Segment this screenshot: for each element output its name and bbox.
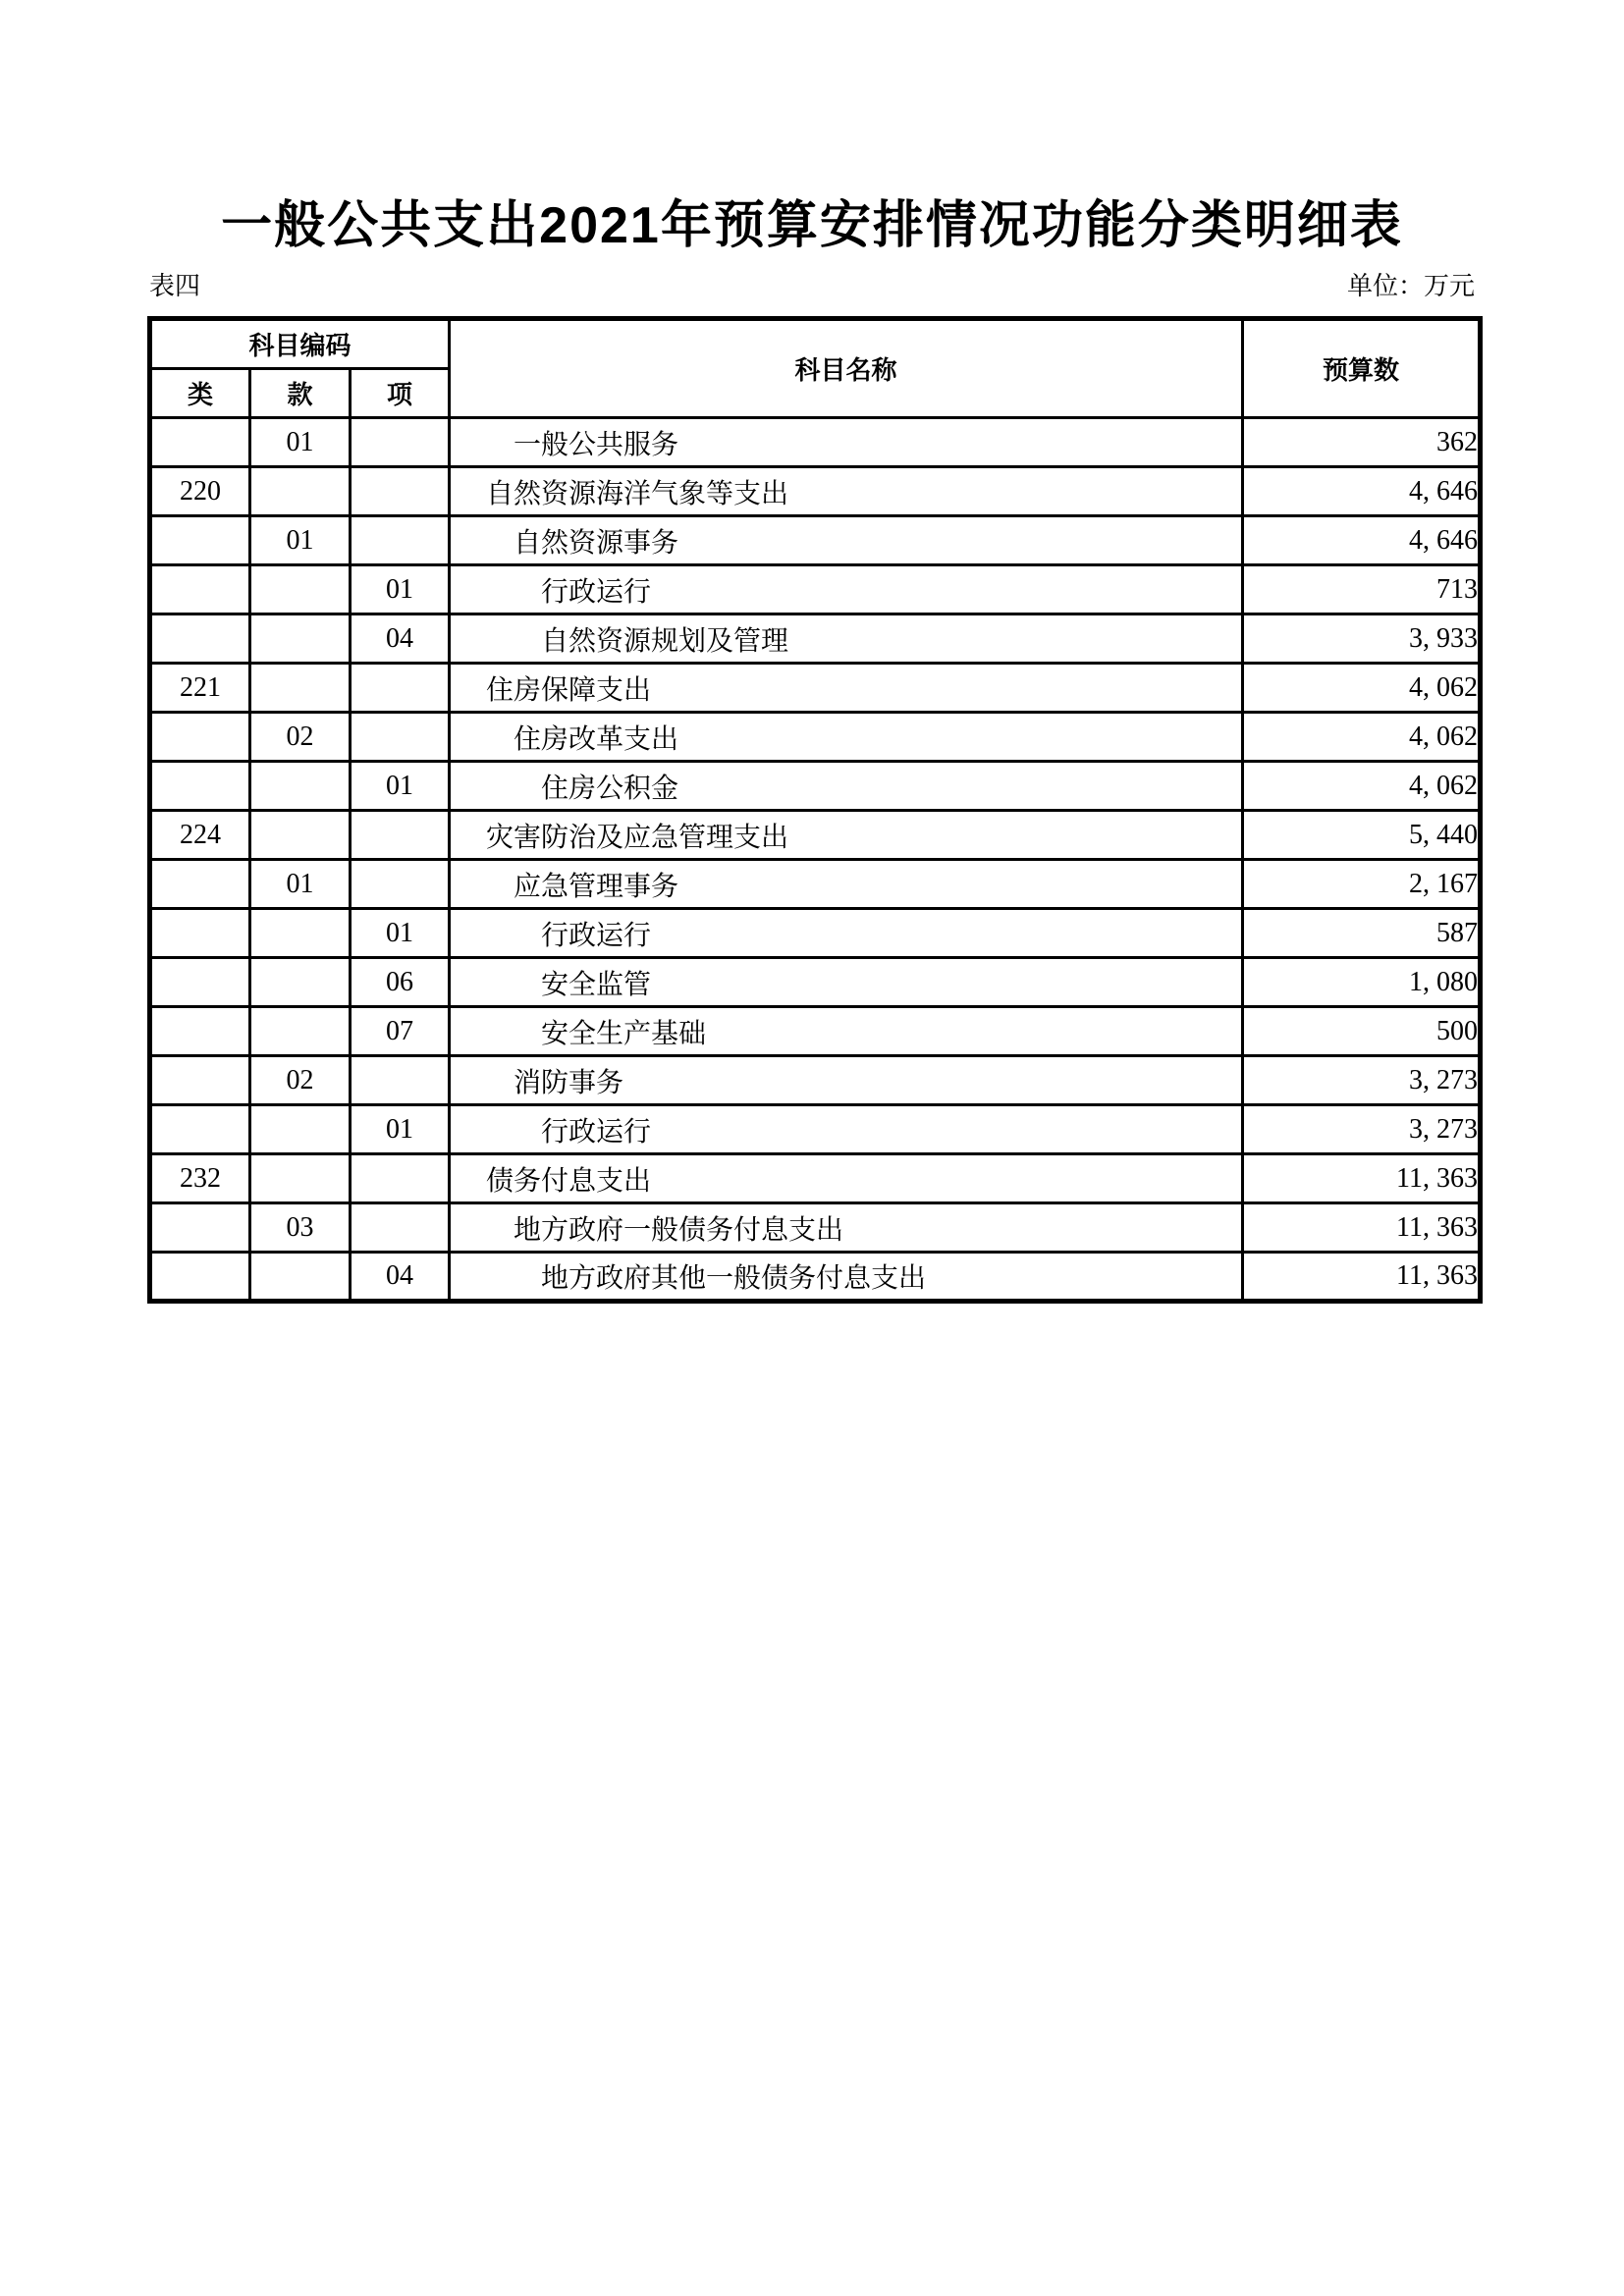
- cell-subject-name: 自然资源规划及管理: [450, 614, 1243, 664]
- cell-category-code: [150, 418, 250, 467]
- table-row: [150, 1056, 1481, 1105]
- cell-budget-value: 713: [1243, 565, 1481, 614]
- table-number-label: 表四: [149, 272, 201, 300]
- cell-budget-value: 4, 646: [1243, 467, 1481, 516]
- header-section-col: 款: [250, 369, 351, 418]
- cell-section-code: [250, 909, 351, 958]
- cell-budget-value: 11, 363: [1243, 1203, 1481, 1253]
- table-row: [150, 1007, 1481, 1056]
- cell-subject-name: 应急管理事务: [450, 860, 1243, 909]
- cell-subject-name: 自然资源海洋气象等支出: [450, 467, 1243, 516]
- cell-subject-name: 灾害防治及应急管理支出: [450, 811, 1243, 860]
- table-row: [150, 713, 1481, 762]
- cell-section-code: [250, 614, 351, 664]
- cell-item-code: 06: [351, 958, 450, 1007]
- table-row: [150, 467, 1481, 516]
- table-row: [150, 811, 1481, 860]
- cell-section-code: [250, 1253, 351, 1302]
- header-subject-name: 科目名称: [450, 319, 1243, 418]
- cell-section-code: 02: [250, 1056, 351, 1105]
- cell-item-code: [351, 811, 450, 860]
- cell-item-code: [351, 1154, 450, 1203]
- cell-category-code: 220: [150, 467, 250, 516]
- cell-category-code: [150, 909, 250, 958]
- cell-item-code: 04: [351, 1253, 450, 1302]
- cell-item-code: [351, 1056, 450, 1105]
- cell-category-code: [150, 860, 250, 909]
- cell-budget-value: 4, 062: [1243, 664, 1481, 713]
- cell-section-code: [250, 1105, 351, 1154]
- cell-category-code: [150, 565, 250, 614]
- header-row-top: [150, 319, 1481, 369]
- cell-category-code: [150, 1056, 250, 1105]
- header-item-col: 项: [351, 369, 450, 418]
- cell-category-code: [150, 1253, 250, 1302]
- table-body: [150, 418, 1481, 1302]
- cell-subject-name: 住房保障支出: [450, 664, 1243, 713]
- cell-category-code: [150, 614, 250, 664]
- cell-section-code: [250, 664, 351, 713]
- table-row: [150, 565, 1481, 614]
- cell-budget-value: 3, 933: [1243, 614, 1481, 664]
- cell-item-code: [351, 418, 450, 467]
- cell-subject-name: 行政运行: [450, 1105, 1243, 1154]
- table-row: [150, 516, 1481, 565]
- header-code-group: 科目编码: [150, 319, 450, 369]
- cell-category-code: [150, 713, 250, 762]
- cell-item-code: 01: [351, 909, 450, 958]
- cell-category-code: 224: [150, 811, 250, 860]
- cell-category-code: [150, 516, 250, 565]
- table-row: [150, 1154, 1481, 1203]
- page-title: 一般公共支出2021年预算安排情况功能分类明细表: [221, 197, 1403, 254]
- cell-item-code: 01: [351, 565, 450, 614]
- budget-table: [147, 316, 1483, 1304]
- cell-budget-value: 4, 646: [1243, 516, 1481, 565]
- cell-item-code: 01: [351, 1105, 450, 1154]
- cell-budget-value: 4, 062: [1243, 713, 1481, 762]
- cell-budget-value: 500: [1243, 1007, 1481, 1056]
- cell-section-code: 01: [250, 516, 351, 565]
- cell-section-code: 03: [250, 1203, 351, 1253]
- cell-subject-name: 行政运行: [450, 909, 1243, 958]
- cell-section-code: [250, 762, 351, 811]
- cell-budget-value: 3, 273: [1243, 1105, 1481, 1154]
- cell-budget-value: 362: [1243, 418, 1481, 467]
- cell-subject-name: 消防事务: [450, 1056, 1243, 1105]
- unit-label: 单位：万元: [1346, 272, 1475, 300]
- cell-section-code: [250, 958, 351, 1007]
- cell-subject-name: 自然资源事务: [450, 516, 1243, 565]
- table-header: [150, 319, 1481, 418]
- cell-subject-name: 住房公积金: [450, 762, 1243, 811]
- cell-item-code: 01: [351, 762, 450, 811]
- cell-item-code: [351, 860, 450, 909]
- cell-budget-value: 3, 273: [1243, 1056, 1481, 1105]
- table-row: [150, 958, 1481, 1007]
- cell-item-code: [351, 467, 450, 516]
- cell-subject-name: 住房改革支出: [450, 713, 1243, 762]
- cell-section-code: [250, 1007, 351, 1056]
- cell-subject-name: 债务付息支出: [450, 1154, 1243, 1203]
- cell-category-code: 221: [150, 664, 250, 713]
- cell-section-code: 01: [250, 418, 351, 467]
- cell-subject-name: 地方政府其他一般债务付息支出: [450, 1253, 1243, 1302]
- table-row: [150, 664, 1481, 713]
- cell-subject-name: 地方政府一般债务付息支出: [450, 1203, 1243, 1253]
- table-row: [150, 418, 1481, 467]
- table-row: [150, 1105, 1481, 1154]
- table-row: [150, 909, 1481, 958]
- cell-subject-name: 安全生产基础: [450, 1007, 1243, 1056]
- cell-subject-name: 安全监管: [450, 958, 1243, 1007]
- cell-category-code: [150, 1007, 250, 1056]
- cell-section-code: [250, 811, 351, 860]
- cell-category-code: [150, 762, 250, 811]
- cell-budget-value: 2, 167: [1243, 860, 1481, 909]
- meta-row: [149, 271, 1475, 302]
- header-budget-number: 预算数: [1243, 319, 1481, 418]
- cell-section-code: [250, 1154, 351, 1203]
- header-category-col: 类: [150, 369, 250, 418]
- cell-category-code: [150, 1105, 250, 1154]
- cell-category-code: 232: [150, 1154, 250, 1203]
- cell-subject-name: 行政运行: [450, 565, 1243, 614]
- cell-item-code: [351, 664, 450, 713]
- cell-budget-value: 11, 363: [1243, 1154, 1481, 1203]
- cell-section-code: [250, 565, 351, 614]
- cell-budget-value: 5, 440: [1243, 811, 1481, 860]
- table-row: [150, 1253, 1481, 1302]
- cell-subject-name: 一般公共服务: [450, 418, 1243, 467]
- cell-item-code: [351, 516, 450, 565]
- cell-budget-value: 4, 062: [1243, 762, 1481, 811]
- cell-section-code: 01: [250, 860, 351, 909]
- cell-section-code: [250, 467, 351, 516]
- cell-budget-value: 1, 080: [1243, 958, 1481, 1007]
- cell-item-code: [351, 713, 450, 762]
- cell-category-code: [150, 1203, 250, 1253]
- cell-item-code: 04: [351, 614, 450, 664]
- cell-section-code: 02: [250, 713, 351, 762]
- cell-budget-value: 587: [1243, 909, 1481, 958]
- table-row: [150, 860, 1481, 909]
- cell-budget-value: 11, 363: [1243, 1253, 1481, 1302]
- table-row: [150, 762, 1481, 811]
- cell-item-code: 07: [351, 1007, 450, 1056]
- table-row: [150, 614, 1481, 664]
- cell-category-code: [150, 958, 250, 1007]
- table-row: [150, 1203, 1481, 1253]
- cell-item-code: [351, 1203, 450, 1253]
